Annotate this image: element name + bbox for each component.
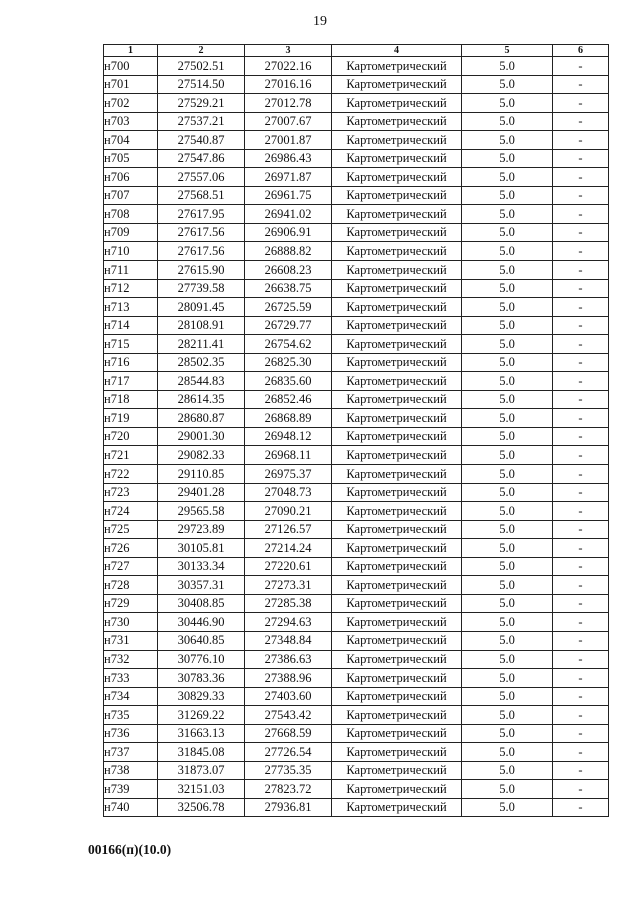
y-coordinate-cell: 27543.42 (245, 706, 332, 725)
x-coordinate-cell: 28211.41 (158, 335, 245, 354)
method-cell: Картометрический (332, 594, 462, 613)
method-cell: Картометрический (332, 520, 462, 539)
extra-cell: - (553, 242, 609, 261)
table-row (104, 372, 609, 391)
x-coordinate-cell: 28614.35 (158, 390, 245, 409)
table-row (104, 502, 609, 521)
extra-cell: - (553, 650, 609, 669)
method-cell: Картометрический (332, 112, 462, 131)
accuracy-cell: 5.0 (462, 57, 553, 76)
table-row (104, 687, 609, 706)
point-id-cell: н709 (104, 223, 158, 242)
accuracy-cell: 5.0 (462, 743, 553, 762)
accuracy-cell: 5.0 (462, 613, 553, 632)
x-coordinate-cell: 27615.90 (158, 261, 245, 280)
extra-cell: - (553, 372, 609, 391)
x-coordinate-cell: 27537.21 (158, 112, 245, 131)
point-id-cell: н731 (104, 631, 158, 650)
extra-cell: - (553, 168, 609, 187)
extra-cell: - (553, 390, 609, 409)
extra-cell: - (553, 335, 609, 354)
table-row (104, 186, 609, 205)
accuracy-cell: 5.0 (462, 353, 553, 372)
x-coordinate-cell: 29401.28 (158, 483, 245, 502)
extra-cell: - (553, 316, 609, 335)
extra-cell: - (553, 780, 609, 799)
point-id-cell: н720 (104, 427, 158, 446)
y-coordinate-cell: 27388.96 (245, 669, 332, 688)
point-id-cell: н737 (104, 743, 158, 762)
method-cell: Картометрический (332, 372, 462, 391)
table-row (104, 798, 609, 817)
x-coordinate-cell: 27502.51 (158, 57, 245, 76)
table-row (104, 483, 609, 502)
extra-cell: - (553, 576, 609, 595)
table-row (104, 465, 609, 484)
table-row (104, 743, 609, 762)
accuracy-cell: 5.0 (462, 409, 553, 428)
table-row (104, 706, 609, 725)
y-coordinate-cell: 26968.11 (245, 446, 332, 465)
x-coordinate-cell: 30408.85 (158, 594, 245, 613)
table-row (104, 75, 609, 94)
y-coordinate-cell: 26906.91 (245, 223, 332, 242)
y-coordinate-cell: 27090.21 (245, 502, 332, 521)
table-row (104, 613, 609, 632)
x-coordinate-cell: 27547.86 (158, 149, 245, 168)
extra-cell: - (553, 743, 609, 762)
x-coordinate-cell: 30357.31 (158, 576, 245, 595)
point-id-cell: н734 (104, 687, 158, 706)
table-row (104, 520, 609, 539)
table-row (104, 131, 609, 150)
table-row (104, 539, 609, 558)
extra-cell: - (553, 465, 609, 484)
column-header: 6 (553, 45, 609, 57)
accuracy-cell: 5.0 (462, 502, 553, 521)
point-id-cell: н706 (104, 168, 158, 187)
extra-cell: - (553, 131, 609, 150)
table-row (104, 298, 609, 317)
table-row (104, 205, 609, 224)
method-cell: Картометрический (332, 780, 462, 799)
method-cell: Картометрический (332, 205, 462, 224)
x-coordinate-cell: 27568.51 (158, 186, 245, 205)
column-header: 4 (332, 45, 462, 57)
y-coordinate-cell: 26948.12 (245, 427, 332, 446)
x-coordinate-cell: 30640.85 (158, 631, 245, 650)
method-cell: Картометрический (332, 409, 462, 428)
x-coordinate-cell: 29110.85 (158, 465, 245, 484)
x-coordinate-cell: 31269.22 (158, 706, 245, 725)
extra-cell: - (553, 539, 609, 558)
accuracy-cell: 5.0 (462, 279, 553, 298)
x-coordinate-cell: 30446.90 (158, 613, 245, 632)
accuracy-cell: 5.0 (462, 316, 553, 335)
table-row (104, 223, 609, 242)
point-id-cell: н736 (104, 724, 158, 743)
y-coordinate-cell: 26608.23 (245, 261, 332, 280)
point-id-cell: н701 (104, 75, 158, 94)
point-id-cell: н708 (104, 205, 158, 224)
extra-cell: - (553, 205, 609, 224)
x-coordinate-cell: 30776.10 (158, 650, 245, 669)
method-cell: Картометрический (332, 390, 462, 409)
extra-cell: - (553, 687, 609, 706)
extra-cell: - (553, 57, 609, 76)
point-id-cell: н725 (104, 520, 158, 539)
extra-cell: - (553, 594, 609, 613)
method-cell: Картометрический (332, 687, 462, 706)
accuracy-cell: 5.0 (462, 427, 553, 446)
point-id-cell: н738 (104, 761, 158, 780)
method-cell: Картометрический (332, 94, 462, 113)
table-row (104, 390, 609, 409)
y-coordinate-cell: 26961.75 (245, 186, 332, 205)
extra-cell: - (553, 483, 609, 502)
method-cell: Картометрический (332, 57, 462, 76)
method-cell: Картометрический (332, 242, 462, 261)
table-row (104, 94, 609, 113)
method-cell: Картометрический (332, 446, 462, 465)
y-coordinate-cell: 26725.59 (245, 298, 332, 317)
y-coordinate-cell: 26971.87 (245, 168, 332, 187)
accuracy-cell: 5.0 (462, 131, 553, 150)
method-cell: Картометрический (332, 761, 462, 780)
table-row (104, 631, 609, 650)
y-coordinate-cell: 26729.77 (245, 316, 332, 335)
extra-cell: - (553, 613, 609, 632)
y-coordinate-cell: 27403.60 (245, 687, 332, 706)
y-coordinate-cell: 27007.67 (245, 112, 332, 131)
y-coordinate-cell: 27220.61 (245, 557, 332, 576)
x-coordinate-cell: 28091.45 (158, 298, 245, 317)
accuracy-cell: 5.0 (462, 112, 553, 131)
x-coordinate-cell: 32506.78 (158, 798, 245, 817)
y-coordinate-cell: 26835.60 (245, 372, 332, 391)
extra-cell: - (553, 223, 609, 242)
x-coordinate-cell: 31663.13 (158, 724, 245, 743)
method-cell: Картометрический (332, 298, 462, 317)
accuracy-cell: 5.0 (462, 149, 553, 168)
method-cell: Картометрический (332, 557, 462, 576)
y-coordinate-cell: 27012.78 (245, 94, 332, 113)
x-coordinate-cell: 31845.08 (158, 743, 245, 762)
x-coordinate-cell: 29565.58 (158, 502, 245, 521)
x-coordinate-cell: 27540.87 (158, 131, 245, 150)
x-coordinate-cell: 27739.58 (158, 279, 245, 298)
y-coordinate-cell: 26888.82 (245, 242, 332, 261)
point-id-cell: н740 (104, 798, 158, 817)
extra-cell: - (553, 112, 609, 131)
x-coordinate-cell: 30829.33 (158, 687, 245, 706)
point-id-cell: н728 (104, 576, 158, 595)
x-coordinate-cell: 27557.06 (158, 168, 245, 187)
extra-cell: - (553, 761, 609, 780)
x-coordinate-cell: 30133.34 (158, 557, 245, 576)
accuracy-cell: 5.0 (462, 446, 553, 465)
x-coordinate-cell: 28108.91 (158, 316, 245, 335)
method-cell: Картометрический (332, 465, 462, 484)
point-id-cell: н714 (104, 316, 158, 335)
document-code: 00166(п)(10.0) (88, 842, 172, 857)
x-coordinate-cell: 32151.03 (158, 780, 245, 799)
y-coordinate-cell: 27726.54 (245, 743, 332, 762)
y-coordinate-cell: 26825.30 (245, 353, 332, 372)
method-cell: Картометрический (332, 502, 462, 521)
y-coordinate-cell: 27668.59 (245, 724, 332, 743)
extra-cell: - (553, 557, 609, 576)
table-row (104, 261, 609, 280)
y-coordinate-cell: 27936.81 (245, 798, 332, 817)
x-coordinate-cell: 29001.30 (158, 427, 245, 446)
accuracy-cell: 5.0 (462, 205, 553, 224)
x-coordinate-cell: 28544.83 (158, 372, 245, 391)
point-id-cell: н721 (104, 446, 158, 465)
point-id-cell: н705 (104, 149, 158, 168)
table-header-row (104, 45, 609, 57)
accuracy-cell: 5.0 (462, 798, 553, 817)
table-row (104, 242, 609, 261)
y-coordinate-cell: 27022.16 (245, 57, 332, 76)
accuracy-cell: 5.0 (462, 242, 553, 261)
method-cell: Картометрический (332, 353, 462, 372)
y-coordinate-cell: 27214.24 (245, 539, 332, 558)
method-cell: Картометрический (332, 131, 462, 150)
accuracy-cell: 5.0 (462, 687, 553, 706)
point-id-cell: н739 (104, 780, 158, 799)
accuracy-cell: 5.0 (462, 465, 553, 484)
y-coordinate-cell: 26868.89 (245, 409, 332, 428)
point-id-cell: н700 (104, 57, 158, 76)
method-cell: Картометрический (332, 427, 462, 446)
method-cell: Картометрический (332, 483, 462, 502)
point-id-cell: н710 (104, 242, 158, 261)
x-coordinate-cell: 30105.81 (158, 539, 245, 558)
method-cell: Картометрический (332, 335, 462, 354)
method-cell: Картометрический (332, 631, 462, 650)
extra-cell: - (553, 353, 609, 372)
y-coordinate-cell: 27386.63 (245, 650, 332, 669)
y-coordinate-cell: 26986.43 (245, 149, 332, 168)
method-cell: Картометрический (332, 576, 462, 595)
table-row (104, 409, 609, 428)
point-id-cell: н733 (104, 669, 158, 688)
x-coordinate-cell: 28502.35 (158, 353, 245, 372)
x-coordinate-cell: 29082.33 (158, 446, 245, 465)
y-coordinate-cell: 27285.38 (245, 594, 332, 613)
accuracy-cell: 5.0 (462, 557, 553, 576)
point-id-cell: н702 (104, 94, 158, 113)
x-coordinate-cell: 27617.56 (158, 242, 245, 261)
extra-cell: - (553, 75, 609, 94)
x-coordinate-cell: 31873.07 (158, 761, 245, 780)
x-coordinate-cell: 29723.89 (158, 520, 245, 539)
y-coordinate-cell: 27273.31 (245, 576, 332, 595)
method-cell: Картометрический (332, 75, 462, 94)
method-cell: Картометрический (332, 168, 462, 187)
y-coordinate-cell: 26941.02 (245, 205, 332, 224)
accuracy-cell: 5.0 (462, 223, 553, 242)
extra-cell: - (553, 798, 609, 817)
accuracy-cell: 5.0 (462, 390, 553, 409)
y-coordinate-cell: 27126.57 (245, 520, 332, 539)
accuracy-cell: 5.0 (462, 261, 553, 280)
point-id-cell: н707 (104, 186, 158, 205)
x-coordinate-cell: 27617.95 (158, 205, 245, 224)
accuracy-cell: 5.0 (462, 168, 553, 187)
y-coordinate-cell: 26754.62 (245, 335, 332, 354)
accuracy-cell: 5.0 (462, 520, 553, 539)
point-id-cell: н729 (104, 594, 158, 613)
point-id-cell: н718 (104, 390, 158, 409)
accuracy-cell: 5.0 (462, 576, 553, 595)
accuracy-cell: 5.0 (462, 372, 553, 391)
accuracy-cell: 5.0 (462, 298, 553, 317)
accuracy-cell: 5.0 (462, 706, 553, 725)
point-id-cell: н712 (104, 279, 158, 298)
table-row (104, 780, 609, 799)
method-cell: Картометрический (332, 613, 462, 632)
extra-cell: - (553, 409, 609, 428)
y-coordinate-cell: 27001.87 (245, 131, 332, 150)
extra-cell: - (553, 279, 609, 298)
point-id-cell: н715 (104, 335, 158, 354)
method-cell: Картометрический (332, 743, 462, 762)
method-cell: Картометрический (332, 316, 462, 335)
point-id-cell: н726 (104, 539, 158, 558)
accuracy-cell: 5.0 (462, 724, 553, 743)
column-header: 3 (245, 45, 332, 57)
point-id-cell: н716 (104, 353, 158, 372)
page-number: 19 (313, 14, 327, 29)
accuracy-cell: 5.0 (462, 594, 553, 613)
table-row (104, 353, 609, 372)
y-coordinate-cell: 27348.84 (245, 631, 332, 650)
method-cell: Картометрический (332, 186, 462, 205)
column-header: 5 (462, 45, 553, 57)
method-cell: Картометрический (332, 798, 462, 817)
accuracy-cell: 5.0 (462, 186, 553, 205)
table-row (104, 761, 609, 780)
coordinates-table (103, 44, 609, 817)
y-coordinate-cell: 27823.72 (245, 780, 332, 799)
column-header: 1 (104, 45, 158, 57)
table-row (104, 112, 609, 131)
extra-cell: - (553, 427, 609, 446)
table-body (104, 57, 609, 817)
accuracy-cell: 5.0 (462, 75, 553, 94)
method-cell: Картометрический (332, 650, 462, 669)
point-id-cell: н703 (104, 112, 158, 131)
accuracy-cell: 5.0 (462, 650, 553, 669)
extra-cell: - (553, 669, 609, 688)
table-row (104, 576, 609, 595)
point-id-cell: н730 (104, 613, 158, 632)
extra-cell: - (553, 298, 609, 317)
table-row (104, 279, 609, 298)
table-row (104, 57, 609, 76)
extra-cell: - (553, 631, 609, 650)
table-row (104, 669, 609, 688)
table-row (104, 446, 609, 465)
method-cell: Картометрический (332, 261, 462, 280)
extra-cell: - (553, 724, 609, 743)
point-id-cell: н717 (104, 372, 158, 391)
table-row (104, 594, 609, 613)
extra-cell: - (553, 446, 609, 465)
extra-cell: - (553, 186, 609, 205)
x-coordinate-cell: 28680.87 (158, 409, 245, 428)
accuracy-cell: 5.0 (462, 335, 553, 354)
x-coordinate-cell: 27514.50 (158, 75, 245, 94)
accuracy-cell: 5.0 (462, 631, 553, 650)
extra-cell: - (553, 261, 609, 280)
point-id-cell: н711 (104, 261, 158, 280)
accuracy-cell: 5.0 (462, 94, 553, 113)
y-coordinate-cell: 27016.16 (245, 75, 332, 94)
y-coordinate-cell: 26638.75 (245, 279, 332, 298)
accuracy-cell: 5.0 (462, 780, 553, 799)
x-coordinate-cell: 27529.21 (158, 94, 245, 113)
table-row (104, 427, 609, 446)
method-cell: Картометрический (332, 706, 462, 725)
y-coordinate-cell: 26975.37 (245, 465, 332, 484)
table-row (104, 557, 609, 576)
y-coordinate-cell: 27735.35 (245, 761, 332, 780)
accuracy-cell: 5.0 (462, 669, 553, 688)
method-cell: Картометрический (332, 724, 462, 743)
table-row (104, 168, 609, 187)
accuracy-cell: 5.0 (462, 761, 553, 780)
point-id-cell: н719 (104, 409, 158, 428)
method-cell: Картометрический (332, 149, 462, 168)
point-id-cell: н704 (104, 131, 158, 150)
table-row (104, 149, 609, 168)
accuracy-cell: 5.0 (462, 483, 553, 502)
table-row (104, 335, 609, 354)
method-cell: Картометрический (332, 669, 462, 688)
accuracy-cell: 5.0 (462, 539, 553, 558)
x-coordinate-cell: 27617.56 (158, 223, 245, 242)
point-id-cell: н713 (104, 298, 158, 317)
point-id-cell: н722 (104, 465, 158, 484)
extra-cell: - (553, 706, 609, 725)
extra-cell: - (553, 520, 609, 539)
extra-cell: - (553, 94, 609, 113)
point-id-cell: н724 (104, 502, 158, 521)
point-id-cell: н727 (104, 557, 158, 576)
x-coordinate-cell: 30783.36 (158, 669, 245, 688)
extra-cell: - (553, 149, 609, 168)
y-coordinate-cell: 27048.73 (245, 483, 332, 502)
point-id-cell: н735 (104, 706, 158, 725)
point-id-cell: н723 (104, 483, 158, 502)
table-row (104, 316, 609, 335)
column-header: 2 (158, 45, 245, 57)
extra-cell: - (553, 502, 609, 521)
point-id-cell: н732 (104, 650, 158, 669)
y-coordinate-cell: 27294.63 (245, 613, 332, 632)
method-cell: Картометрический (332, 279, 462, 298)
method-cell: Картометрический (332, 539, 462, 558)
method-cell: Картометрический (332, 223, 462, 242)
table-row (104, 650, 609, 669)
y-coordinate-cell: 26852.46 (245, 390, 332, 409)
table-row (104, 724, 609, 743)
